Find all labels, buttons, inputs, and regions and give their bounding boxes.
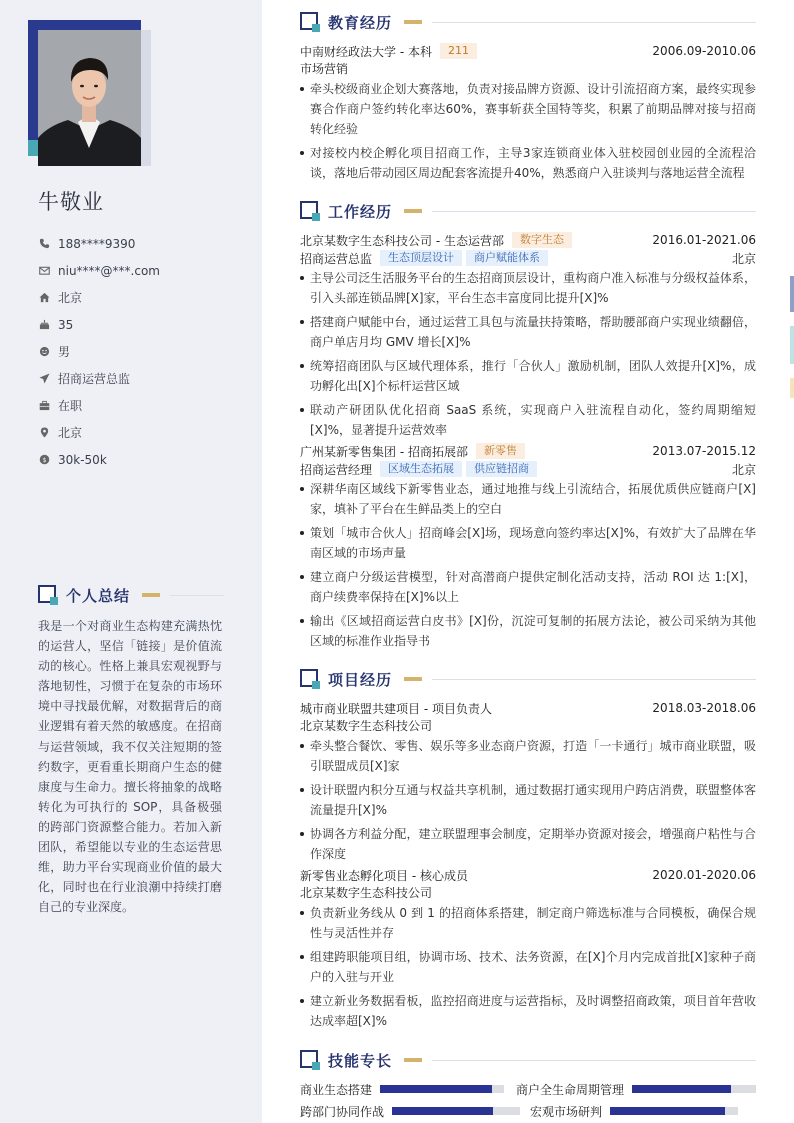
- project-entry: [300, 699, 756, 864]
- gender-icon: [38, 346, 50, 358]
- home-icon: [38, 292, 50, 304]
- job-tag: 数字生态: [512, 232, 572, 248]
- list-item: 负责新业务线从 0 到 1 的招商体系搭建，制定商户筛选标准与合同模板，确保合规性与灵活性并存: [300, 903, 756, 943]
- projects-section: [300, 668, 756, 1035]
- section-square-icon: [300, 669, 320, 689]
- project-org: 北京某数字生态科技公司: [300, 719, 433, 733]
- send-icon: [38, 373, 50, 385]
- list-item: 策划「城市合伙人」招商峰会[X]场，现场意向签约率达[X]%，有效扩大了品牌在华南区域的市场声量: [300, 523, 756, 563]
- work-section: [300, 200, 756, 655]
- list-item: 深耕华南区域线下新零售业态，通过地推与线上引流结合，拓展优质供应链商户[X]家，填补了平台在生鲜品类上的空白: [300, 479, 756, 519]
- email-text: niu****@***.com: [58, 263, 160, 278]
- list-item: 牵头整合餐饮、零售、娱乐等多业态商户资源，打造「一卡通行」城市商业联盟，吸引联盟成员[X]家: [300, 736, 756, 776]
- projects-section-header: [300, 668, 756, 690]
- contact-info-list: [38, 230, 238, 473]
- location-icon: [38, 427, 50, 439]
- skill-bar: [392, 1107, 520, 1115]
- job-role-row: [300, 249, 756, 267]
- list-item: 输出《区域招商运营白皮书》[X]份，沉淀可复制的拓展方法论，被公司采纳为其他区域的标准作业指导书: [300, 611, 756, 651]
- job-entry: [300, 442, 756, 651]
- list-item: 主导公司泛生活服务平台的生态招商顶层设计，重构商户准入标准与分级权益体系，引入头部连锁品牌[X]家，平台生态丰富度同比提升[X]%: [300, 268, 756, 308]
- education-title: 教育经历: [328, 13, 393, 32]
- job-role: 招商运营总监: [300, 251, 373, 266]
- job-bullets: [300, 268, 756, 440]
- job-company: 北京某数字生态科技公司 - 生态运营部: [300, 233, 504, 248]
- list-item: 搭建商户赋能中台，通过运营工具包与流量扶持策略，帮助腰部商户实现业绩翻倍，商户单店月均 GMV 增长[X]%: [300, 312, 756, 352]
- section-dash-decoration: [404, 677, 422, 681]
- job-role-row: [300, 460, 756, 478]
- list-item: 设计联盟内积分互通与权益共享机制，通过数据打通实现用户跨店消费，联盟整体客流量提升[X]%: [300, 780, 756, 820]
- section-square-icon: [38, 585, 58, 605]
- skill-bar: [610, 1107, 738, 1115]
- skill-bar-fill: [632, 1085, 731, 1093]
- position-text: 招商运营总监: [58, 372, 131, 386]
- list-item: 协调各方利益分配，建立联盟理事会制度，定期举办资源对接会，增强商户粘性与合作深度: [300, 824, 756, 864]
- section-square-icon: [300, 201, 320, 221]
- info-status: [38, 392, 238, 419]
- job-bullets: [300, 479, 756, 651]
- section-divider-line: [432, 211, 756, 212]
- salary-icon: [38, 454, 50, 466]
- education-header-row: [300, 42, 756, 60]
- edge-decoration: [790, 378, 794, 398]
- section-dash-decoration: [404, 20, 422, 24]
- edge-decoration: [790, 326, 794, 364]
- section-divider-line: [432, 1060, 756, 1061]
- role-tag: 生态顶层设计: [380, 250, 462, 266]
- avatar: [38, 30, 141, 166]
- education-section: [300, 11, 756, 187]
- list-item: 牵头校级商业企划大赛落地，负责对接品牌方资源、设计引流招商方案，最终实现参赛合作商户签约转化率达60%，赛事斩获全国特等奖，积累了前期品牌对接与招商转化经验: [300, 79, 756, 139]
- info-position: [38, 365, 238, 392]
- project-org: 北京某数字生态科技公司: [300, 886, 433, 900]
- summary-text: 我是一个对商业生态构建充满热忱的运营人，坚信「链接」是价值流动的核心。性格上兼具宏观视野与落地韧性，习惯于在复杂的市场环境中寻找最优解，对数据背后的商业逻辑有着天然的敏感度。在招商与运营领域，我不仅关注短期的签约数字，更看重长期商户生态的健康度与生命力。擅长将抽象的战略转化为可执行的 SOP，具备极强的跨部门资源整合能力。若加入新团队，希望能以专业的生态运营思维，助力平台实现商业价值的最大化，同时也在行业浪潮中持续打磨自己的专业深度。: [38, 619, 222, 915]
- age-text: 35: [58, 317, 74, 332]
- info-phone: [38, 230, 238, 257]
- skill-name: 跨部门协同作战: [300, 1104, 385, 1119]
- home-text: 北京: [58, 291, 83, 305]
- phone-icon: [38, 238, 50, 250]
- project-header-row: [300, 699, 756, 717]
- info-email: [38, 257, 238, 284]
- role-tag: 商户赋能体系: [466, 250, 548, 266]
- section-dash-decoration: [404, 1058, 422, 1062]
- skill-bar-fill: [392, 1107, 493, 1115]
- section-dash-decoration: [404, 209, 422, 213]
- job-company: 广州某新零售集团 - 招商拓展部: [300, 444, 468, 459]
- project-header-row: [300, 866, 756, 884]
- status-text: 在职: [58, 399, 83, 413]
- list-item: 建立商户分级运营模型，针对高潜商户提供定制化活动支持，活动 ROI 达 1:[X]，商户续费率保持在[X]%以上: [300, 567, 756, 607]
- sidebar: [0, 0, 262, 1123]
- section-dash-decoration: [142, 593, 160, 597]
- education-period: 2006.09-2010.06: [652, 44, 756, 58]
- project-name: 新零售业态孵化项目 - 核心成员: [300, 868, 468, 883]
- project-entry: [300, 866, 756, 1031]
- skill-row: [300, 1078, 756, 1100]
- job-header-row: [300, 442, 756, 460]
- list-item: 建立新业务数据看板，监控招商进度与运营指标，及时调整招商政策，项目首年营收达成率超[X]%: [300, 991, 756, 1031]
- section-divider-line: [432, 22, 756, 23]
- skill-bar-fill: [380, 1085, 492, 1093]
- skills-section-header-wrap: [300, 1049, 756, 1071]
- candidate-name: 牛敬业: [38, 190, 104, 214]
- job-entry: [300, 231, 756, 440]
- skill-row: [300, 1100, 756, 1122]
- education-bullets: [300, 79, 756, 183]
- cake-icon: [38, 319, 50, 331]
- section-square-icon: [300, 1050, 320, 1070]
- skills-list: [300, 1078, 756, 1122]
- school-name: 中南财经政法大学 - 本科: [300, 44, 432, 59]
- section-square-icon: [300, 12, 320, 32]
- project-period: 2018.03-2018.06: [652, 701, 756, 715]
- section-divider-line: [170, 595, 224, 596]
- education-major: 市场营销: [300, 62, 349, 76]
- list-item: 组建跨职能项目组，协调市场、技术、法务资源，在[X]个月内完成首批[X]家种子商户的入驻与开业: [300, 947, 756, 987]
- gender-text: 男: [58, 345, 71, 359]
- skill-bar: [632, 1085, 756, 1093]
- info-salary: [38, 446, 238, 473]
- info-location: [38, 419, 238, 446]
- skill-bar-fill: [610, 1107, 725, 1115]
- skill-name: 商户全生命周期管理: [516, 1082, 625, 1097]
- list-item: 统筹招商团队与区域代理体系，推行「合伙人」激励机制，团队人效提升[X]%，成功孵化出[X]个标杆运营区域: [300, 356, 756, 396]
- school-tag: 211: [440, 43, 477, 59]
- svg-text:$: $: [41, 455, 47, 464]
- briefcase-icon: [38, 400, 50, 412]
- job-city: 北京: [731, 462, 756, 477]
- photo-shadow-decoration: [141, 30, 151, 166]
- list-item: 联动产研团队优化招商 SaaS 系统，实现商户入驻流程自动化，签约周期缩短[X]%，显著提升运营效率: [300, 400, 756, 440]
- role-tag: 区域生态拓展: [380, 461, 462, 477]
- role-tag: 供应链招商: [466, 461, 537, 477]
- work-section-header: [300, 200, 756, 222]
- job-period: 2016.01-2021.06: [652, 233, 756, 247]
- salary-text: 30k-50k: [58, 452, 107, 467]
- work-title: 工作经历: [328, 202, 393, 221]
- project-name: 城市商业联盟共建项目 - 项目负责人: [300, 701, 492, 716]
- job-city: 北京: [731, 251, 756, 266]
- summary-section-header: [38, 584, 224, 606]
- skills-title: 技能专长: [328, 1051, 393, 1070]
- job-period: 2013.07-2015.12: [652, 444, 756, 458]
- info-age: [38, 311, 238, 338]
- skill-name: 宏观市场研判: [530, 1104, 603, 1119]
- skill-name: 商业生态搭建: [300, 1082, 373, 1097]
- list-item: 对接校内校企孵化项目招商工作，主导3家连锁商业体入驻校园创业园的全流程洽谈，落地后带动园区周边配套客流提升40%，熟悉商户入驻谈判与落地运营全流程: [300, 143, 756, 183]
- projects-title: 项目经历: [328, 670, 393, 689]
- info-home: [38, 284, 238, 311]
- job-header-row: [300, 231, 756, 249]
- summary-title: 个人总结: [66, 586, 131, 605]
- project-period: 2020.01-2020.06: [652, 868, 756, 882]
- job-tag: 新零售: [476, 443, 525, 459]
- skills-section-header: [300, 1049, 756, 1071]
- edge-decoration: [790, 276, 794, 312]
- skill-bar: [380, 1085, 504, 1093]
- job-role: 招商运营经理: [300, 462, 373, 477]
- location-text: 北京: [58, 426, 83, 440]
- project-bullets: [300, 736, 756, 864]
- project-bullets: [300, 903, 756, 1031]
- phone-text: 188****9390: [58, 236, 136, 251]
- mail-icon: [38, 265, 50, 277]
- info-gender: [38, 338, 238, 365]
- education-section-header: [300, 11, 756, 33]
- section-divider-line: [432, 679, 756, 680]
